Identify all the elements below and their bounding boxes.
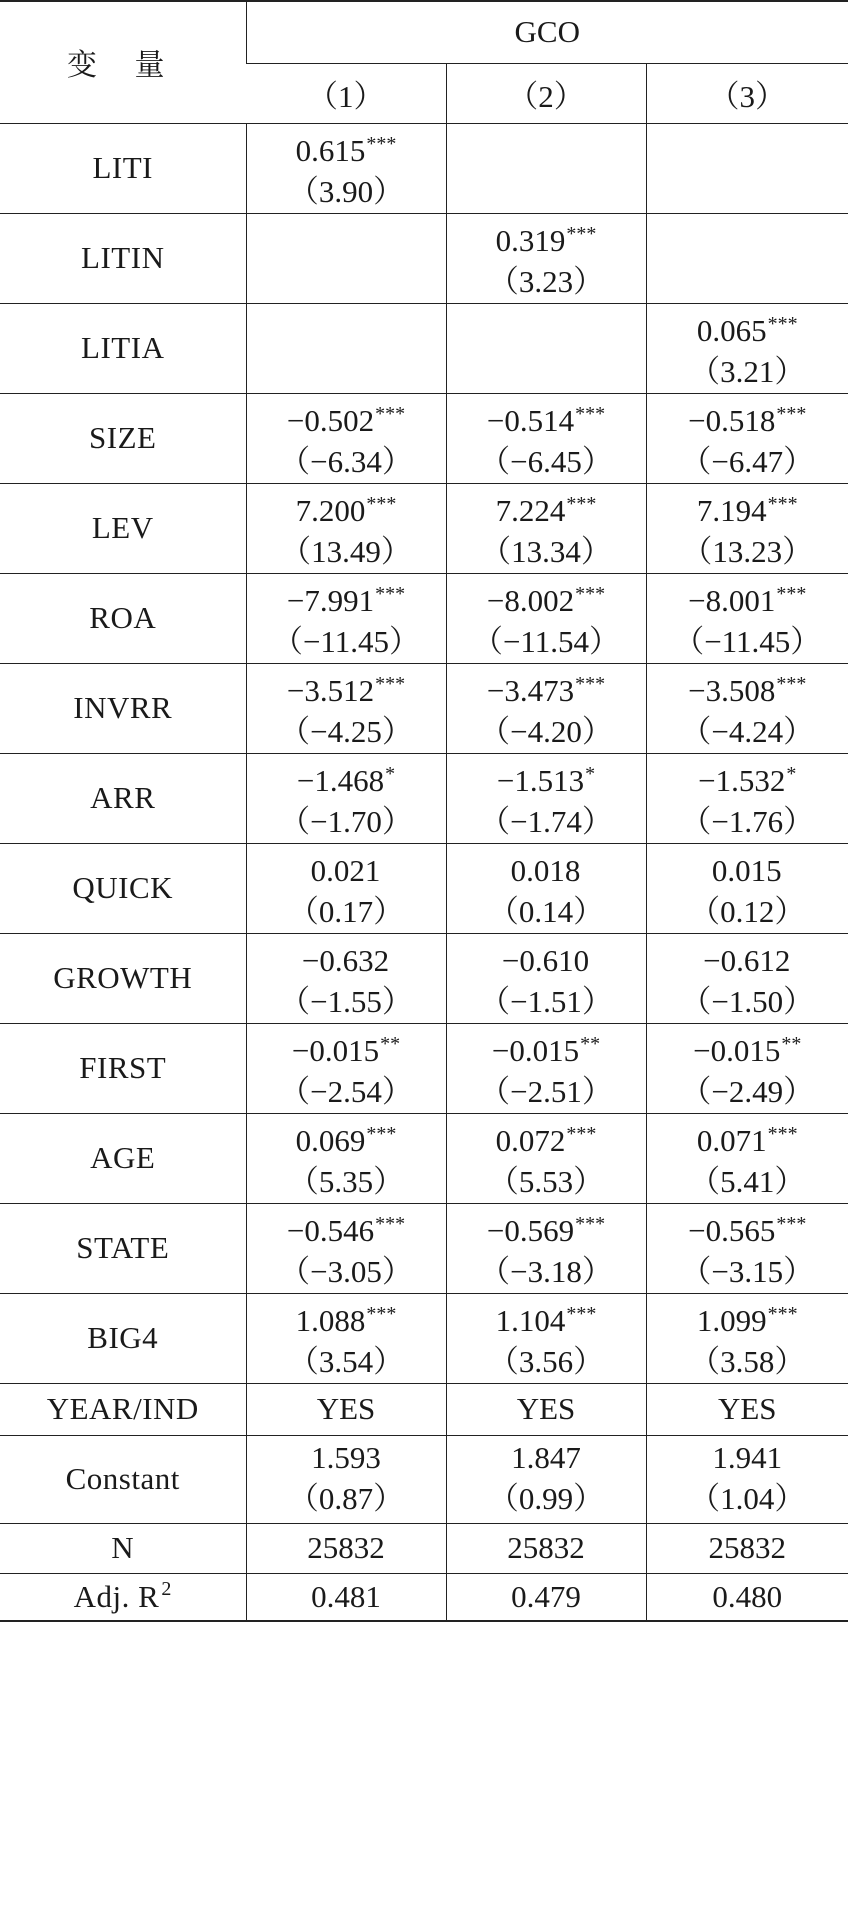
t-statistic: （−3.05） xyxy=(279,1253,413,1289)
table-row-adj-r2 xyxy=(0,1573,848,1621)
coefficient xyxy=(247,1024,446,1071)
coefficient-value: −1.468 xyxy=(296,762,385,798)
cell-adj-r2-col1: 0.481 xyxy=(246,1573,446,1621)
coefficient xyxy=(247,934,446,981)
t-statistic: （5.35） xyxy=(287,1163,405,1199)
cell-roa-col3 xyxy=(646,573,848,663)
cell-invrr-col2 xyxy=(446,663,646,753)
significance-stars: *** xyxy=(566,492,597,515)
table-row-constant xyxy=(0,1435,848,1523)
coefficient xyxy=(447,754,646,801)
t-statistic: （−6.34） xyxy=(279,443,413,479)
cell-year-ind-col3: YES xyxy=(646,1383,848,1435)
t-statistic: （−1.74） xyxy=(479,803,613,839)
variable-name-first: FIRST xyxy=(0,1023,246,1113)
table-row-state xyxy=(0,1203,848,1293)
table-row-size xyxy=(0,393,848,483)
significance-stars: *** xyxy=(575,672,606,695)
variable-name-invrr: INVRR xyxy=(0,663,246,753)
significance-stars: ** xyxy=(580,1032,601,1055)
coefficient-value: 0.615 xyxy=(295,132,366,168)
cell-arr-col1 xyxy=(246,753,446,843)
variable-name-size: SIZE xyxy=(0,393,246,483)
cell-age-col2 xyxy=(446,1113,646,1203)
t-statistic: （3.21） xyxy=(689,353,806,389)
coefficient xyxy=(247,1294,446,1341)
coefficient-value: −7.991 xyxy=(286,582,375,618)
significance-stars: *** xyxy=(366,132,397,155)
coefficient xyxy=(447,1438,646,1478)
coefficient xyxy=(247,574,446,621)
variable-name-year-ind: YEAR/IND xyxy=(0,1383,246,1435)
cell-lev-col2 xyxy=(446,483,646,573)
variable-name-lev: LEV xyxy=(0,483,246,573)
coefficient xyxy=(647,304,848,351)
t-statistic: （−1.55） xyxy=(279,983,413,1019)
cell-quick-col3 xyxy=(646,843,848,933)
table-row-age xyxy=(0,1113,848,1203)
coefficient xyxy=(647,145,848,192)
coefficient-value: −0.015 xyxy=(491,1032,580,1068)
coefficient xyxy=(247,1204,446,1251)
t-statistic: （−3.15） xyxy=(680,1253,815,1289)
cell-liti-col2 xyxy=(446,123,646,213)
significance-stars: *** xyxy=(375,672,406,695)
coefficient-value: −8.001 xyxy=(688,582,776,618)
cell-state-col3 xyxy=(646,1203,848,1293)
variable-name-state: STATE xyxy=(0,1203,246,1293)
cell-quick-col2 xyxy=(446,843,646,933)
cell-arr-col2 xyxy=(446,753,646,843)
coefficient-value: 0.065 xyxy=(696,312,767,348)
coefficient xyxy=(447,1024,646,1071)
coefficient-value: −0.015 xyxy=(693,1032,781,1068)
t-statistic: （0.87） xyxy=(287,1481,405,1516)
coefficient-value: 1.104 xyxy=(495,1302,566,1338)
variable-name-liti: LITI xyxy=(0,123,246,213)
coefficient-value: 0.018 xyxy=(510,852,581,888)
cell-roa-col1 xyxy=(246,573,446,663)
cell-year-ind-col2: YES xyxy=(446,1383,646,1435)
t-statistic: （−6.45） xyxy=(479,443,613,479)
variable-name-constant: Constant xyxy=(0,1435,246,1523)
coefficient-value: 1.941 xyxy=(712,1440,783,1475)
coefficient xyxy=(647,394,848,441)
variable-name-arr: ARR xyxy=(0,753,246,843)
significance-stars: *** xyxy=(375,582,406,605)
variable-name-adj-r2 xyxy=(0,1573,246,1621)
coefficient xyxy=(247,664,446,711)
coefficient xyxy=(647,1024,848,1071)
cell-n-col3: 25832 xyxy=(646,1523,848,1573)
significance-stars: *** xyxy=(767,492,798,515)
significance-stars: *** xyxy=(566,1122,597,1145)
table-row-first xyxy=(0,1023,848,1113)
cell-first-col3 xyxy=(646,1023,848,1113)
cell-constant-col2 xyxy=(446,1435,646,1523)
t-statistic: （−2.49） xyxy=(680,1073,815,1109)
variable-header-cell xyxy=(0,1,246,123)
cell-big4-col3 xyxy=(646,1293,848,1383)
coefficient-value: −0.546 xyxy=(286,1212,375,1248)
t-statistic: （−4.24） xyxy=(680,713,815,749)
cell-growth-col2 xyxy=(446,933,646,1023)
significance-stars: *** xyxy=(366,1122,397,1145)
coefficient xyxy=(647,1438,848,1478)
coefficient-value: 1.593 xyxy=(311,1440,381,1475)
table-row-arr xyxy=(0,753,848,843)
coefficient xyxy=(447,934,646,981)
coefficient xyxy=(447,1294,646,1341)
table-row-quick xyxy=(0,843,848,933)
coefficient-value: 0.015 xyxy=(711,852,782,888)
cell-big4-col2 xyxy=(446,1293,646,1383)
coefficient xyxy=(447,394,646,441)
coefficient xyxy=(647,574,848,621)
cell-constant-col3 xyxy=(646,1435,848,1523)
coefficient-value: −0.569 xyxy=(486,1212,575,1248)
coefficient xyxy=(247,394,446,441)
coefficient-value: −3.512 xyxy=(286,672,375,708)
table-row-big4 xyxy=(0,1293,848,1383)
coefficient-value: 7.200 xyxy=(295,492,366,528)
significance-stars: *** xyxy=(776,672,807,695)
cell-size-col2 xyxy=(446,393,646,483)
cell-lev-col3 xyxy=(646,483,848,573)
coefficient-value: −0.612 xyxy=(703,942,791,978)
coefficient xyxy=(247,1114,446,1161)
cell-growth-col1 xyxy=(246,933,446,1023)
coefficient xyxy=(647,934,848,981)
cell-age-col1 xyxy=(246,1113,446,1203)
cell-liti-col3 xyxy=(646,123,848,213)
cell-size-col1 xyxy=(246,393,446,483)
t-statistic: （0.17） xyxy=(287,893,405,929)
t-statistic: （3.58） xyxy=(689,1343,806,1379)
table-row-litia xyxy=(0,303,848,393)
significance-stars: *** xyxy=(767,1122,798,1145)
coefficient-value: −1.513 xyxy=(496,762,585,798)
column-header-3: （3） xyxy=(646,63,848,123)
coefficient xyxy=(647,1204,848,1251)
significance-stars: *** xyxy=(575,582,606,605)
coefficient xyxy=(247,844,446,891)
cell-adj-r2-col3: 0.480 xyxy=(646,1573,848,1621)
coefficient-value: 0.071 xyxy=(696,1122,767,1158)
variable-name-litin: LITIN xyxy=(0,213,246,303)
coefficient xyxy=(447,484,646,531)
significance-stars: *** xyxy=(767,1302,798,1325)
significance-stars: *** xyxy=(366,492,397,515)
cell-first-col1 xyxy=(246,1023,446,1113)
table-row-litin xyxy=(0,213,848,303)
coefficient xyxy=(447,325,646,372)
coefficient-value: −0.518 xyxy=(688,402,776,438)
table-row-liti xyxy=(0,123,848,213)
t-statistic: （0.12） xyxy=(689,893,806,929)
coefficient xyxy=(447,1114,646,1161)
t-statistic: （13.34） xyxy=(480,533,612,569)
coefficient xyxy=(247,235,446,282)
coefficient-value: −3.508 xyxy=(688,672,776,708)
coefficient xyxy=(647,1114,848,1161)
coefficient xyxy=(247,754,446,801)
t-statistic: （−1.70） xyxy=(279,803,413,839)
coefficient xyxy=(647,484,848,531)
significance-stars: *** xyxy=(566,222,597,245)
cell-growth-col3 xyxy=(646,933,848,1023)
coefficient-value: −0.015 xyxy=(291,1032,380,1068)
table-row-lev xyxy=(0,483,848,573)
cell-adj-r2-col2: 0.479 xyxy=(446,1573,646,1621)
coefficient-value: 0.021 xyxy=(310,852,381,888)
cell-invrr-col1 xyxy=(246,663,446,753)
t-statistic: （3.54） xyxy=(287,1343,405,1379)
header-row-1 xyxy=(0,1,848,63)
coefficient xyxy=(647,1294,848,1341)
cell-invrr-col3 xyxy=(646,663,848,753)
cell-state-col2 xyxy=(446,1203,646,1293)
coefficient-value: 0.069 xyxy=(295,1122,366,1158)
t-statistic: （−1.76） xyxy=(680,803,815,839)
coefficient xyxy=(447,664,646,711)
coefficient-value: 7.224 xyxy=(495,492,566,528)
coefficient xyxy=(447,844,646,891)
cell-liti-col1 xyxy=(246,123,446,213)
table-row-invrr xyxy=(0,663,848,753)
coefficient xyxy=(247,484,446,531)
t-statistic: （−1.51） xyxy=(479,983,613,1019)
coefficient xyxy=(447,574,646,621)
coefficient-value: 1.088 xyxy=(295,1302,366,1338)
coefficient xyxy=(647,235,848,282)
coefficient-value: −0.632 xyxy=(301,942,390,978)
dependent-var-header-cell xyxy=(246,1,848,63)
adj-r2-label: Adj. R xyxy=(73,1579,160,1615)
t-statistic: （0.14） xyxy=(487,893,605,929)
coefficient-value: −0.514 xyxy=(486,402,575,438)
variable-name-quick: QUICK xyxy=(0,843,246,933)
cell-constant-col1 xyxy=(246,1435,446,1523)
variable-name-litia: LITIA xyxy=(0,303,246,393)
t-statistic: （−6.47） xyxy=(680,443,815,479)
cell-n-col2: 25832 xyxy=(446,1523,646,1573)
cell-litin-col3 xyxy=(646,213,848,303)
significance-stars: *** xyxy=(575,1212,606,1235)
significance-stars: ** xyxy=(781,1032,802,1055)
significance-stars: *** xyxy=(375,402,406,425)
cell-quick-col1 xyxy=(246,843,446,933)
significance-stars: *** xyxy=(375,1212,406,1235)
t-statistic: （−3.18） xyxy=(479,1253,613,1289)
cell-litia-col2 xyxy=(446,303,646,393)
t-statistic: （0.99） xyxy=(487,1481,605,1516)
t-statistic: （5.41） xyxy=(689,1163,806,1199)
t-statistic: （−11.54） xyxy=(471,623,621,659)
t-statistic: （−2.51） xyxy=(479,1073,613,1109)
cell-litia-col1 xyxy=(246,303,446,393)
t-statistic: （−2.54） xyxy=(279,1073,413,1109)
coefficient xyxy=(647,664,848,711)
coefficient xyxy=(247,124,446,171)
coefficient xyxy=(647,844,848,891)
coefficient-value: 1.099 xyxy=(696,1302,767,1338)
coefficient-value: 1.847 xyxy=(511,1440,581,1475)
cell-size-col3 xyxy=(646,393,848,483)
t-statistic: （−4.20） xyxy=(479,713,613,749)
table-row-n xyxy=(0,1523,848,1573)
significance-stars: *** xyxy=(575,402,606,425)
significance-stars: *** xyxy=(776,1212,807,1235)
significance-stars: *** xyxy=(776,402,807,425)
coefficient-value: −3.473 xyxy=(486,672,575,708)
dependent-var-header: GCO xyxy=(514,14,580,50)
cell-n-col1: 25832 xyxy=(246,1523,446,1573)
significance-stars: * xyxy=(385,762,396,785)
significance-stars: ** xyxy=(380,1032,401,1055)
t-statistic: （3.23） xyxy=(487,263,605,299)
t-statistic: （1.04） xyxy=(689,1481,806,1516)
coefficient-value: −0.565 xyxy=(688,1212,776,1248)
variable-name-roa: ROA xyxy=(0,573,246,663)
cell-year-ind-col1: YES xyxy=(246,1383,446,1435)
t-statistic: （−1.50） xyxy=(680,983,815,1019)
coefficient xyxy=(447,214,646,261)
coefficient xyxy=(447,1204,646,1251)
column-header-1: （1） xyxy=(246,63,446,123)
cell-first-col2 xyxy=(446,1023,646,1113)
coefficient-value: −0.502 xyxy=(286,402,375,438)
variable-name-n: N xyxy=(0,1523,246,1573)
significance-stars: * xyxy=(585,762,596,785)
cell-age-col3 xyxy=(646,1113,848,1203)
cell-big4-col1 xyxy=(246,1293,446,1383)
cell-litin-col1 xyxy=(246,213,446,303)
t-statistic: （13.49） xyxy=(280,533,412,569)
t-statistic: （−4.25） xyxy=(279,713,413,749)
coefficient-value: −0.610 xyxy=(501,942,590,978)
cell-litin-col2 xyxy=(446,213,646,303)
table-row-year-ind xyxy=(0,1383,848,1435)
coefficient-value: −8.002 xyxy=(486,582,575,618)
t-statistic: （13.23） xyxy=(681,533,814,569)
cell-litia-col3 xyxy=(646,303,848,393)
t-statistic: （3.56） xyxy=(487,1343,605,1379)
significance-stars: *** xyxy=(566,1302,597,1325)
coefficient-value: 0.319 xyxy=(495,222,566,258)
column-header-2: （2） xyxy=(446,63,646,123)
cell-arr-col3 xyxy=(646,753,848,843)
t-statistic: （−11.45） xyxy=(673,623,822,659)
coefficient xyxy=(647,754,848,801)
coefficient-value: −1.532 xyxy=(698,762,786,798)
cell-state-col1 xyxy=(246,1203,446,1293)
variable-name-age: AGE xyxy=(0,1113,246,1203)
significance-stars: *** xyxy=(776,582,807,605)
table-row-growth xyxy=(0,933,848,1023)
superscript-two: 2 xyxy=(161,1578,172,1601)
significance-stars: *** xyxy=(366,1302,397,1325)
t-statistic: （5.53） xyxy=(487,1163,605,1199)
cell-roa-col2 xyxy=(446,573,646,663)
significance-stars: * xyxy=(786,762,797,785)
coefficient xyxy=(247,1438,446,1478)
variable-header: 变 量 xyxy=(66,48,179,84)
coefficient xyxy=(247,325,446,372)
coefficient xyxy=(447,145,646,192)
table-row-roa xyxy=(0,573,848,663)
coefficient-value: 7.194 xyxy=(696,492,767,528)
significance-stars: *** xyxy=(767,312,798,335)
variable-name-growth: GROWTH xyxy=(0,933,246,1023)
coefficient-value: 0.072 xyxy=(495,1122,566,1158)
t-statistic: （−11.45） xyxy=(271,623,421,659)
cell-lev-col1 xyxy=(246,483,446,573)
variable-name-big4: BIG4 xyxy=(0,1293,246,1383)
t-statistic: （3.90） xyxy=(287,173,405,209)
